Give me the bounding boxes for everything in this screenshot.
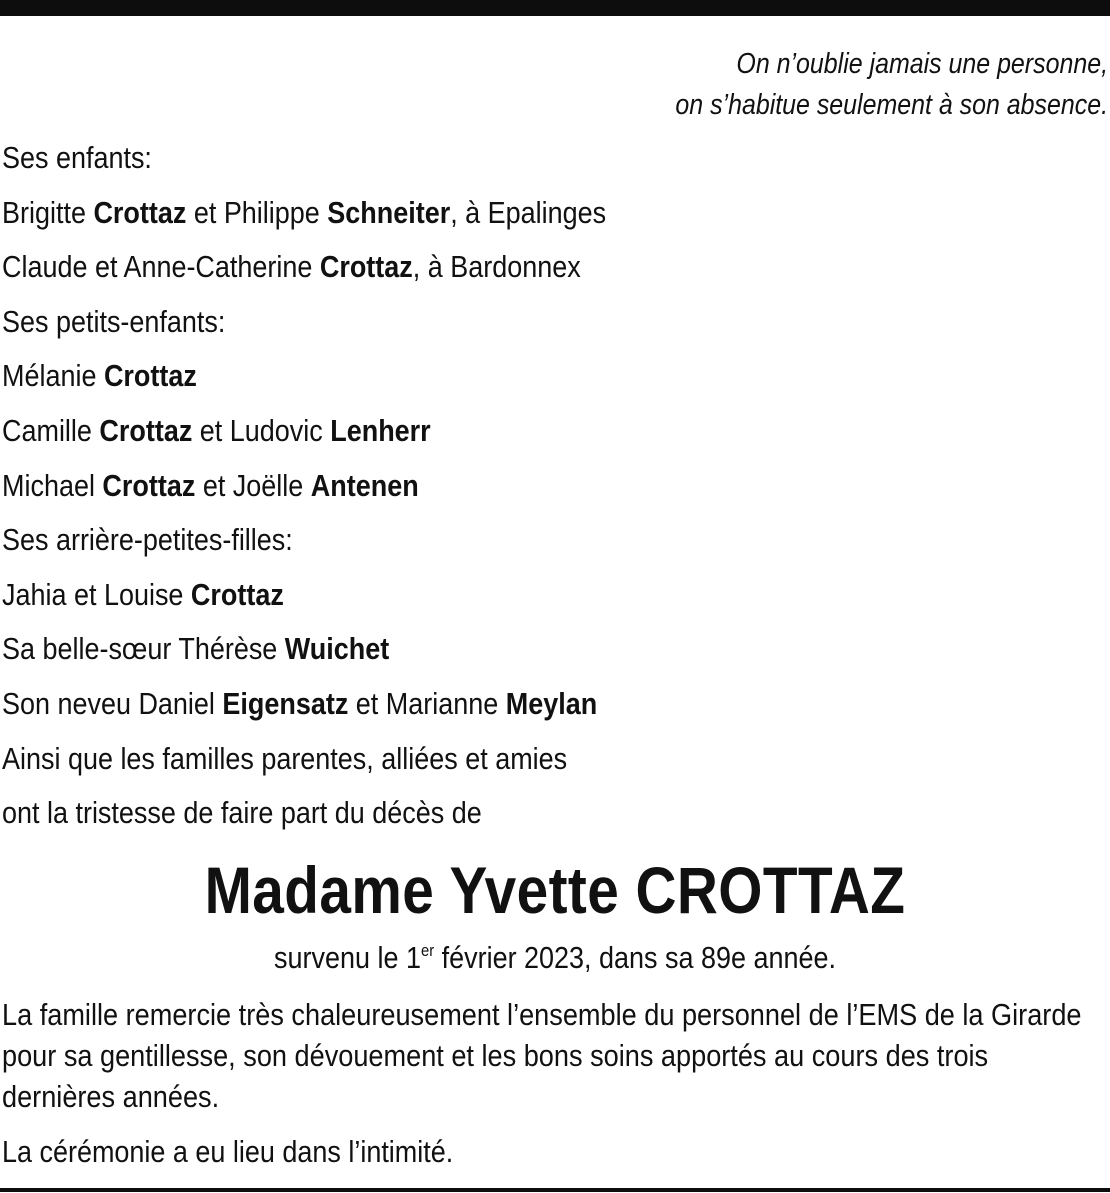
epigraph-line-1: On n’oublie jamais une personne, [736, 48, 1108, 80]
family-text: Camille [2, 412, 100, 448]
family-text: Jahia et Louise [2, 576, 191, 612]
family-line [2, 464, 959, 519]
surname: Crottaz [190, 576, 284, 612]
family-text: et Philippe [186, 194, 328, 230]
family-line [2, 245, 959, 300]
surname: Crottaz [103, 358, 197, 394]
epigraph-line-2: on s’habitue seulement à son absence. [675, 89, 1108, 121]
surname: Crottaz [319, 249, 413, 285]
family-line [2, 136, 959, 191]
surname: Lenherr [330, 412, 431, 448]
bottom-rule [0, 1188, 1110, 1192]
surname: Wuichet [284, 631, 390, 667]
death-date-prefix: survenu le 1 [274, 940, 421, 975]
family-line [2, 191, 959, 246]
family-line [2, 627, 959, 682]
death-date-suffix: février 2023, dans sa 89e année. [434, 940, 836, 975]
family-line [2, 354, 959, 409]
epigraph-quote [334, 44, 1108, 126]
family-line [2, 682, 959, 737]
family-text: Claude et Anne-Catherine [2, 249, 320, 285]
death-date-line [72, 936, 1038, 980]
surname: Crottaz [102, 467, 196, 503]
family-text: Michael [2, 467, 103, 503]
family-text: et Marianne [348, 685, 506, 721]
family-text: Brigitte [2, 194, 94, 230]
family-text: , à Bardonnex [412, 249, 581, 285]
family-text: et Joëlle [195, 467, 311, 503]
family-line [2, 737, 959, 792]
top-rule [0, 0, 1110, 16]
family-text: Ainsi que les familles parentes, alliées et amies [2, 740, 568, 776]
family-text: Ses arrière-petites-filles: [2, 522, 293, 558]
surname: Schneiter [327, 194, 451, 230]
family-line [2, 409, 959, 464]
family-text: Son neveu Daniel [2, 685, 223, 721]
ceremony-note: La cérémonie a eu lieu dans l’intimité. [2, 1134, 454, 1169]
surname: Crottaz [99, 412, 193, 448]
family-line [2, 791, 959, 846]
family-text: et Ludovic [192, 412, 331, 448]
death-date-ordinal: er [420, 941, 435, 960]
family-text: ont la tristesse de faire part du décès de [2, 795, 482, 831]
surname: Eigensatz [222, 685, 349, 721]
surname: Antenen [310, 467, 419, 503]
surname: Meylan [505, 685, 598, 721]
family-text: Mélanie [2, 358, 104, 394]
family-line [2, 518, 959, 573]
family-text: Ses enfants: [2, 140, 152, 175]
family-text: Sa belle-sœur Thérèse [2, 631, 285, 667]
family-text: , à Epalinges [450, 194, 607, 230]
surname: Crottaz [93, 194, 187, 230]
deceased-name: Madame Yvette CROTTAZ [204, 853, 906, 927]
family-line [2, 573, 959, 628]
family-list [2, 136, 1102, 846]
family-text: Ses petits-enfants: [2, 303, 226, 339]
thanks-paragraph: La famille remercie très chaleureusement l’ensemble du personnel de l’EMS de la Girarde pour sa gentillesse, son dévouement et les bons soins apportés au cours des trois dernières années. [2, 997, 1082, 1114]
family-line [2, 300, 959, 355]
